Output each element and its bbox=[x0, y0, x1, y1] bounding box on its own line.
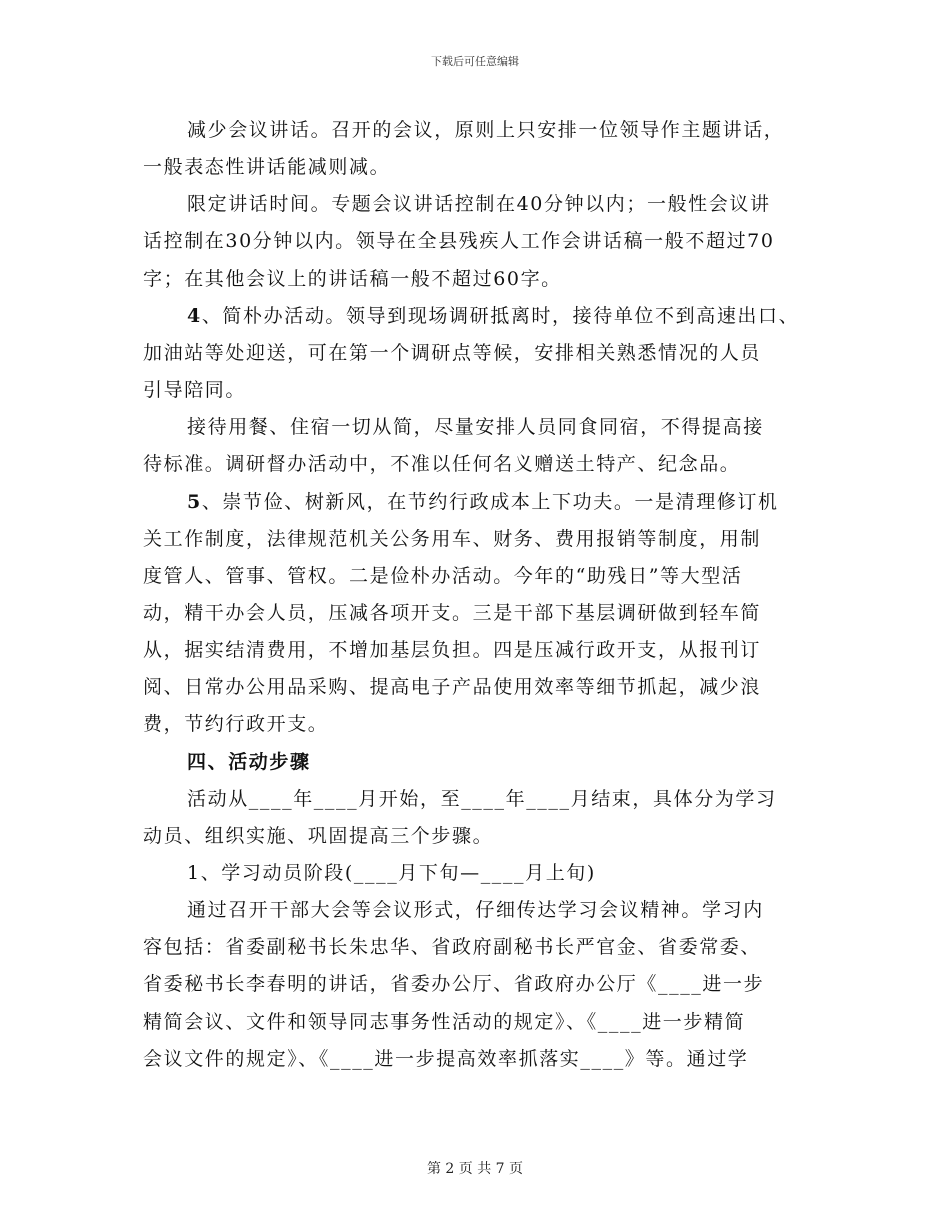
text-line bbox=[187, 304, 799, 328]
text-line bbox=[187, 750, 311, 774]
text-line bbox=[143, 1047, 748, 1071]
text-line bbox=[143, 675, 761, 699]
text-line bbox=[187, 192, 771, 216]
line-text: 、崇节俭、树新风，在节约行政成本上下功夫。一是清理修订机 bbox=[201, 490, 779, 513]
text-line bbox=[143, 638, 761, 662]
text-line bbox=[143, 712, 328, 736]
line-text: 关工作制度，法律规范机关公务用车、财务、费用报销等制度，用制 bbox=[143, 527, 762, 550]
text-line bbox=[143, 452, 740, 476]
text-line bbox=[143, 935, 761, 959]
text-line bbox=[187, 787, 777, 811]
text-line bbox=[143, 601, 761, 625]
text-line bbox=[143, 527, 761, 551]
text-line bbox=[143, 824, 493, 848]
line-text: 通过召开干部大会等会议形式，仔细传达学习会议精神。学习内 bbox=[187, 899, 764, 922]
line-text: 加油站等处迎送，可在第一个调研点等候，安排相关熟悉情况的人员 bbox=[143, 341, 762, 364]
page-header: 下载后可任意编辑 bbox=[431, 55, 519, 68]
text-line bbox=[143, 972, 764, 996]
line-text: 容包括：省委副秘书长朱忠华、省政府副秘书长严官金、省委常委、 bbox=[143, 936, 762, 959]
text-line bbox=[187, 861, 596, 885]
text-line bbox=[187, 898, 764, 922]
line-text: 从，据实结清费用，不增加基层负担。四是压减行政开支，从报刊订 bbox=[143, 639, 762, 662]
line-text: 接待用餐、住宿一切从简，尽量安排人员同食同宿，不得提高接 bbox=[187, 416, 764, 439]
line-text: 限定讲话时间。专题会议讲话控制在40分钟以内；一般性会议讲 bbox=[187, 193, 771, 216]
line-text: 一般表态性讲话能减则减。 bbox=[143, 156, 391, 179]
text-line bbox=[143, 229, 775, 253]
text-line bbox=[187, 490, 779, 514]
line-text: 话控制在30分钟以内。领导在全县残疾人工作会讲话稿一般不超过70 bbox=[143, 230, 775, 253]
line-text: 度管人、管事、管权。二是俭朴办活动。今年的“助残日”等大型活 bbox=[143, 564, 743, 587]
text-line bbox=[143, 564, 742, 588]
text-line bbox=[143, 1010, 745, 1034]
line-text: 省委秘书长李春明的讲话，省委办公厅、省政府办公厅《____进一步 bbox=[143, 973, 765, 996]
bold-lead: 4 bbox=[187, 304, 202, 327]
bold-lead: 四、活动步骤 bbox=[187, 750, 311, 773]
text-line bbox=[187, 415, 764, 439]
line-text: 待标准。调研督办活动中，不准以任何名义赠送土特产、纪念品。 bbox=[143, 453, 741, 476]
line-text: 会议文件的规定》、《____进一步提高效率抓落实____》等。通过学 bbox=[143, 1047, 749, 1070]
line-text: 字；在其他会议上的讲话稿一般不超过60字。 bbox=[143, 267, 562, 290]
line-text: 1、学习动员阶段(____月下旬—____月上旬) bbox=[187, 862, 596, 884]
line-text: 动员、组织实施、巩固提高三个步骤。 bbox=[143, 824, 494, 847]
line-text: 阅、日常办公用品采购、提高电子产品使用效率等细节抓起，减少浪 bbox=[143, 676, 762, 699]
text-line bbox=[143, 341, 761, 365]
bold-lead: 5 bbox=[187, 490, 202, 513]
text-line bbox=[187, 118, 784, 142]
line-text: 费，节约行政开支。 bbox=[143, 713, 329, 736]
text-line bbox=[143, 155, 390, 179]
line-text: 动，精干办会人员，压减各项开支。三是干部下基层调研做到轻车简 bbox=[143, 601, 762, 624]
page-footer: 第 2 页 共 7 页 bbox=[426, 1161, 524, 1177]
line-text: 活动从____年____月开始，至____年____月结束，具体分为学习 bbox=[187, 787, 777, 810]
text-line bbox=[143, 267, 562, 291]
line-text: 引导陪同。 bbox=[143, 379, 247, 402]
line-text: 精简会议、文件和领导同志事务性活动的规定》、《____进一步精简 bbox=[143, 1010, 746, 1033]
text-line bbox=[143, 378, 246, 402]
line-text: 减少会议讲话。召开的会议，原则上只安排一位领导作主题讲话， bbox=[187, 119, 785, 141]
line-text: 、简朴办活动。领导到现场调研抵离时，接待单位不到高速出口、 bbox=[201, 304, 800, 327]
